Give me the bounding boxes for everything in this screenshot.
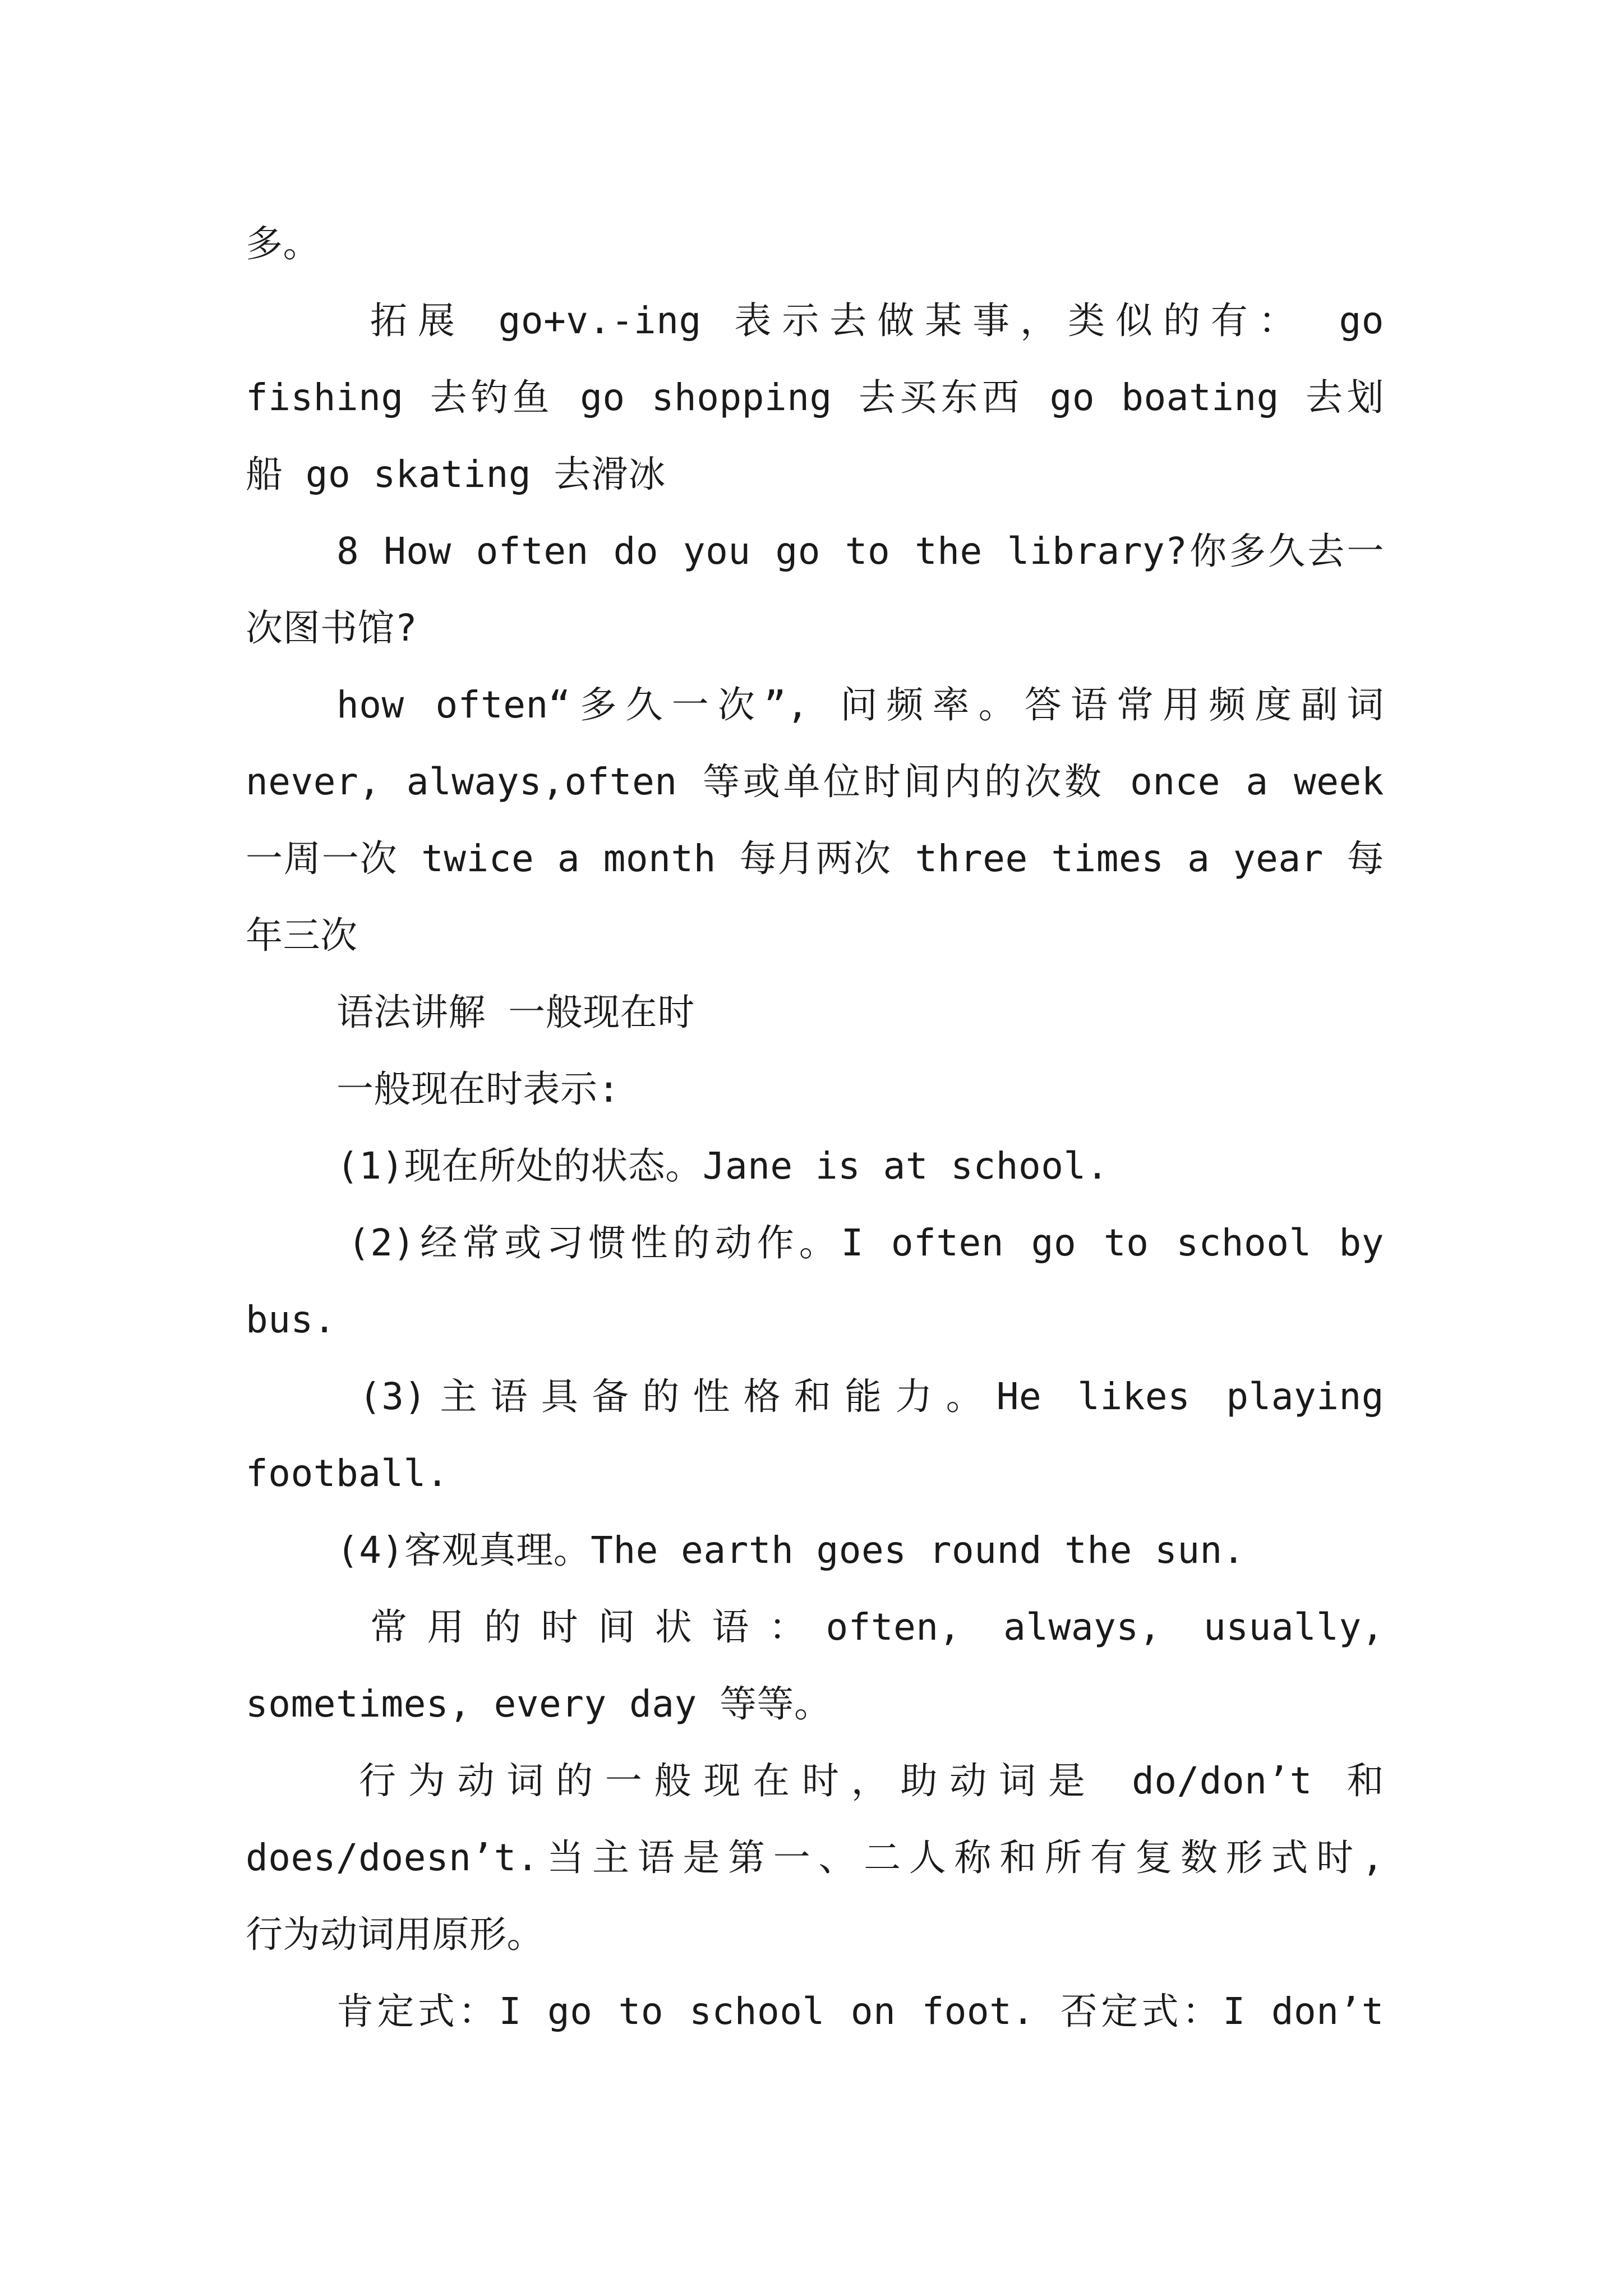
text-line-10: 年三次: [246, 914, 358, 957]
text-line-14: (2)经常或习惯性的动作。I often go to school by: [348, 1221, 1384, 1264]
text-line-16: (3)主语具备的性格和能力。He likes playing: [359, 1375, 1384, 1418]
text-line-22: does/doesn’t.当主语是第一、二人称和所有复数形式时,: [246, 1836, 1384, 1879]
text-line-13: (1)现在所处的状态。Jane is at school.: [336, 1144, 1109, 1188]
text-line-6: 次图书馆?: [246, 606, 418, 650]
text-line-15: bus.: [246, 1298, 336, 1341]
text-line-21: 行为动词的一般现在时，助动词是 do/don’t 和: [359, 1759, 1384, 1802]
text-line-23: 行为动词用原形。: [246, 1913, 544, 1956]
text-line-2: 拓展 go+v.-ing 表示去做某事，类似的有： go: [370, 299, 1384, 342]
text-line-3: fishing 去钓鱼 go shopping 去买东西 go boating 去划: [246, 376, 1384, 419]
text-line-12: 一般现在时表示:: [336, 1068, 620, 1111]
text-line-8: never, always,often 等或单位时间内的次数 once a week: [246, 760, 1384, 803]
section-heading: 语法讲解 一般现在时: [336, 991, 695, 1034]
text-line-1: 多。: [246, 222, 320, 265]
text-line-9: 一周一次 twice a month 每月两次 three times a year 每: [246, 837, 1384, 880]
text-line-17: football.: [246, 1452, 449, 1495]
text-line-4: 船 go skating 去滑冰: [246, 453, 666, 496]
text-line-20: sometimes, every day 等等。: [246, 1682, 832, 1726]
text-line-18: (4)客观真理。The earth goes round the sun.: [336, 1529, 1246, 1572]
text-line-7: how often“多久一次”, 问频率。答语常用频度副词: [336, 683, 1384, 726]
text-line-24: 肯定式：I go to school on foot. 否定式：I don’t: [336, 1990, 1384, 2033]
text-line-19: 常用的时间状语：often, always, usually,: [370, 1605, 1384, 1649]
text-line-5: 8 How often do you go to the library?你多久去一: [336, 530, 1384, 573]
